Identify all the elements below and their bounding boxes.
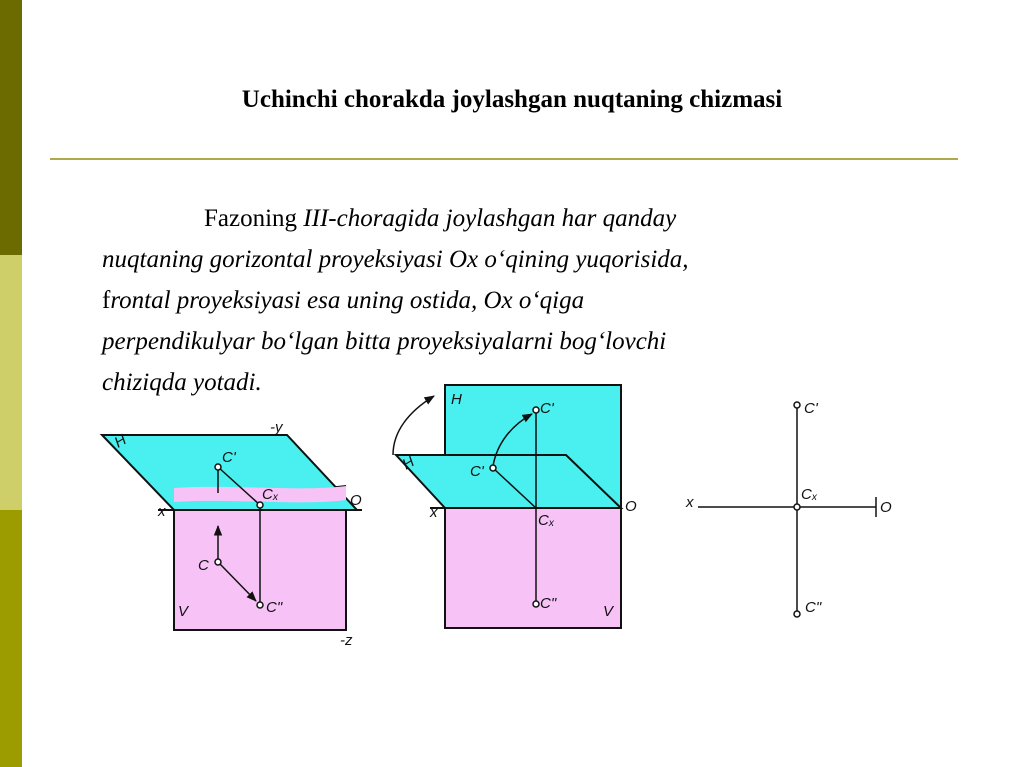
- figure-1-third-quadrant-space: [102, 419, 362, 649]
- fig2-rotation-arrow-outer: [393, 396, 434, 455]
- fig3-label-x: x: [686, 494, 694, 511]
- fig2-label-h-small: H: [399, 453, 418, 474]
- fig2-label-cprime-top: C': [540, 400, 554, 417]
- figure-3-epure: [685, 400, 892, 617]
- fig2-label-cprime: C': [470, 463, 484, 480]
- fig1-label-cdprime: C": [266, 599, 283, 616]
- fig2-point-cprime-top: [533, 407, 539, 413]
- paragraph-line-1-rest: III-choragida joylashgan har qanday: [303, 205, 677, 232]
- fig1-point-cprime: [215, 464, 221, 470]
- fig3-point-cdprime: [794, 611, 800, 617]
- fig3-point-cprime: [794, 402, 800, 408]
- fig2-label-cx: Cₓ: [538, 512, 555, 529]
- fig1-point-c: [215, 559, 221, 565]
- fig2-point-cprime: [490, 465, 496, 471]
- fig1-label-c: C: [198, 557, 209, 574]
- fig1-label-cx: Cₓ: [262, 486, 279, 503]
- fig2-label-o: O: [625, 498, 637, 515]
- fig2-label-h: H: [451, 391, 462, 408]
- fig1-point-cdprime: [257, 602, 263, 608]
- fig1-label-cprime: C': [222, 449, 236, 466]
- fig1-label-neg-z: -z: [340, 632, 353, 649]
- fig2-label-v: V: [603, 603, 614, 620]
- fig3-label-o: O: [880, 499, 892, 516]
- fig1-label-v: V: [178, 603, 189, 620]
- figure-2-plane-rotation: [393, 385, 637, 628]
- fig3-label-cprime: C': [804, 400, 818, 417]
- fig2-label-cdprime: C": [540, 595, 557, 612]
- fig2-label-x: x: [430, 504, 438, 521]
- paragraph-line-3-prefix: f: [102, 287, 111, 314]
- fig1-label-x: x: [158, 503, 166, 520]
- fig3-label-cx: Cₓ: [801, 486, 818, 503]
- paragraph-line-1-prefix: Fazoning: [204, 205, 304, 232]
- fig2-point-cdprime: [533, 601, 539, 607]
- slide-title: Uchinchi chorakda joylashgan nuqtaning chizmasi: [241, 86, 783, 113]
- fig1-label-neg-y: -y: [270, 419, 283, 436]
- fig1-frontal-band: [174, 486, 346, 502]
- paragraph-line-5: chiziqda yotadi.: [102, 369, 262, 396]
- fig1-label-h: H: [111, 431, 130, 452]
- paragraph-line-3-rest: rontal proyeksiyasi esa uning ostida, Ox o‘qiga: [110, 287, 585, 314]
- fig1-label-o: O: [350, 492, 362, 509]
- paragraph-line-2: nuqtaning gorizontal proyeksiyasi Ox o‘qining yuqorisida,: [102, 246, 689, 273]
- paragraph-line-4: perpendikulyar bo‘lgan bitta proyeksiyalarni bog‘lovchi: [102, 328, 667, 355]
- fig3-point-cx: [794, 504, 800, 510]
- fig2-frontal-plane: [445, 508, 621, 628]
- fig3-label-cdprime: C": [805, 599, 822, 616]
